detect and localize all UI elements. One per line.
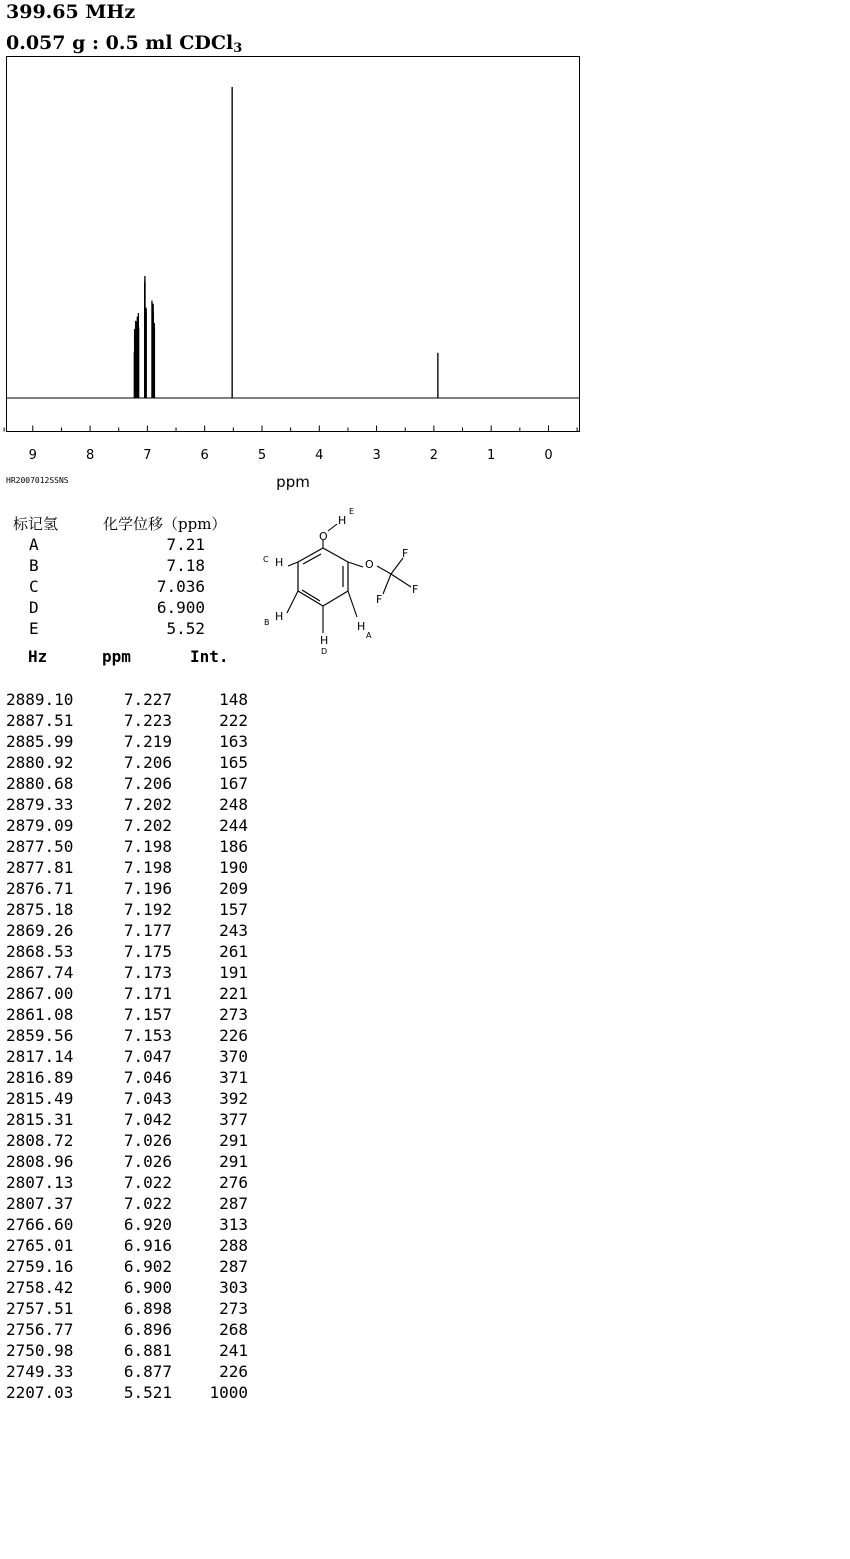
peak-int: 191	[219, 963, 248, 982]
peak-int: 276	[219, 1173, 248, 1192]
peak-row	[6, 1361, 250, 1382]
peak-row	[6, 731, 250, 752]
x-axis-label: ppm	[276, 473, 310, 491]
ring-bonds	[298, 548, 348, 606]
x-tick-label: 0	[544, 448, 553, 463]
peak-int: 370	[219, 1047, 248, 1066]
peak-ppm: 7.047	[123, 1047, 172, 1066]
assignment-shift: 7.18	[166, 556, 205, 575]
spectrum-trace	[7, 87, 580, 398]
spectrum-id: HR2007012SSNS	[6, 476, 69, 485]
assignment-row	[13, 576, 226, 597]
peak-row	[6, 815, 250, 836]
assignment-table	[13, 512, 226, 639]
peak-hz: 2876.71	[6, 879, 74, 898]
assignment-shift: 7.21	[166, 535, 205, 554]
peak-ppm: 7.043	[123, 1089, 172, 1108]
atom-oxygen: O	[365, 558, 374, 571]
peak-table-header	[6, 646, 250, 667]
peak-ppm: 7.202	[123, 816, 172, 835]
peak-int: 261	[219, 942, 248, 961]
proton-label: D	[321, 647, 328, 656]
peak-ppm: 6.916	[123, 1236, 172, 1255]
x-tick-label: 9	[28, 448, 37, 463]
x-tick-label: 2	[429, 448, 439, 463]
peak-hz: 2815.31	[6, 1110, 74, 1129]
peak-row	[6, 710, 250, 731]
atom-hydrogen: H	[320, 634, 329, 647]
peak-row	[6, 962, 250, 983]
peak-hz: 2756.77	[6, 1320, 74, 1339]
peak-int: 243	[219, 921, 248, 940]
peak-int: 221	[219, 984, 248, 1003]
sample-subscript: 3	[233, 41, 243, 56]
assignment-header	[13, 512, 226, 534]
peak-ppm: 7.026	[123, 1131, 172, 1150]
peak-row	[6, 920, 250, 941]
peak-hz: 2749.33	[6, 1362, 74, 1381]
peak-hz: 2808.72	[6, 1131, 74, 1150]
peak-row	[6, 1319, 250, 1340]
peak-ppm: 7.022	[123, 1194, 172, 1213]
peak-ppm: 7.046	[123, 1068, 172, 1087]
peak-ppm: 7.223	[123, 711, 172, 730]
peak-int: 157	[219, 900, 248, 919]
peak-int: 190	[219, 858, 248, 877]
assignment-row	[13, 555, 226, 576]
peak-row	[6, 1004, 250, 1025]
plot-frame	[7, 57, 580, 432]
peak-row	[6, 1151, 250, 1172]
peak-row	[6, 1088, 250, 1109]
peak-hz: 2867.00	[6, 984, 74, 1003]
spectrometer-frequency: 399.65 MHz	[6, 1, 136, 23]
peak-hz: 2889.10	[6, 690, 74, 709]
peak-int: 303	[219, 1278, 248, 1297]
atom-hydrogen: H	[338, 514, 347, 527]
peak-ppm: 7.157	[123, 1005, 172, 1024]
peak-int: 163	[219, 732, 248, 751]
peak-hz: 2885.99	[6, 732, 74, 751]
peak-ppm: 6.877	[123, 1362, 172, 1381]
peak-int: 268	[219, 1320, 248, 1339]
peak-int: 248	[219, 795, 248, 814]
peak-int: 244	[219, 816, 248, 835]
proton-label: B	[264, 618, 270, 627]
assignment-shift: 7.036	[156, 577, 205, 596]
peak-ppm: 7.192	[123, 900, 172, 919]
peak-int: 313	[219, 1215, 248, 1234]
peak-int: 377	[219, 1110, 248, 1129]
peak-ppm: 6.920	[123, 1215, 172, 1234]
x-tick-label: 1	[487, 448, 496, 463]
peak-int: 287	[219, 1257, 248, 1276]
x-axis	[4, 426, 577, 464]
peak-hz: 2875.18	[6, 900, 74, 919]
peak-row	[6, 1172, 250, 1193]
peak-hz: 2879.33	[6, 795, 74, 814]
peak-hz: 2816.89	[6, 1068, 74, 1087]
peak-ppm: 7.198	[123, 858, 172, 877]
peak-row	[6, 983, 250, 1004]
peak-row	[6, 1235, 250, 1256]
assignment-label: E	[29, 619, 39, 638]
nmr-spectrum-chart	[0, 50, 590, 495]
peak-int: 291	[219, 1152, 248, 1171]
peak-ppm: 7.196	[123, 879, 172, 898]
assignment-row	[13, 618, 226, 639]
x-tick-label: 7	[143, 448, 152, 463]
x-tick-label: 3	[372, 448, 381, 463]
peak-ppm: 7.026	[123, 1152, 172, 1171]
peak-int: 148	[219, 690, 248, 709]
peak-ppm: 7.022	[123, 1173, 172, 1192]
peak-row	[6, 1214, 250, 1235]
peak-int: 1000	[209, 1383, 248, 1402]
peak-ppm: 7.177	[123, 921, 172, 940]
assignment-col-shift: 化学位移（ppm）	[103, 514, 227, 533]
x-tick-label: 4	[315, 448, 324, 463]
substituent-bonds	[287, 524, 411, 633]
peak-ppm: 6.898	[123, 1299, 172, 1318]
peak-ppm: 7.173	[123, 963, 172, 982]
peak-hz: 2759.16	[6, 1257, 74, 1276]
peak-hz: 2750.98	[6, 1341, 74, 1360]
peak-ppm: 6.902	[123, 1257, 172, 1276]
proton-label: E	[349, 507, 355, 516]
peak-row	[6, 773, 250, 794]
peak-ppm: 7.198	[123, 837, 172, 856]
assignment-col-label: 标记氢	[13, 514, 59, 533]
peak-ppm: 7.227	[123, 690, 172, 709]
peak-hz: 2766.60	[6, 1215, 74, 1234]
peak-int: 291	[219, 1131, 248, 1150]
peak-hz: 2815.49	[6, 1089, 74, 1108]
peak-row	[6, 794, 250, 815]
peak-row	[6, 752, 250, 773]
peak-row	[6, 1046, 250, 1067]
assignment-label: B	[29, 556, 39, 575]
peak-row	[6, 1193, 250, 1214]
peak-ppm: 6.881	[123, 1341, 172, 1360]
peak-hz: 2879.09	[6, 816, 74, 835]
peak-ppm: 7.219	[123, 732, 172, 751]
peak-hz: 2765.01	[6, 1236, 74, 1255]
peak-int: 209	[219, 879, 248, 898]
peak-int: 167	[219, 774, 248, 793]
peak-hz: 2817.14	[6, 1047, 74, 1066]
peak-ppm: 7.171	[123, 984, 172, 1003]
peak-row	[6, 899, 250, 920]
peak-hz: 2807.13	[6, 1173, 74, 1192]
peak-hz: 2869.26	[6, 921, 74, 940]
peak-ppm: 6.900	[123, 1278, 172, 1297]
peak-hz: 2859.56	[6, 1026, 74, 1045]
peak-hz: 2877.81	[6, 858, 74, 877]
peak-hz: 2877.50	[6, 837, 74, 856]
peak-ppm: 7.153	[123, 1026, 172, 1045]
peak-int: 392	[219, 1089, 248, 1108]
header-ppm: ppm	[102, 647, 131, 666]
peak-marks	[134, 87, 438, 398]
header-hz: Hz	[28, 647, 48, 666]
atom-oxygen: O	[319, 530, 328, 543]
peak-hz: 2807.37	[6, 1194, 74, 1213]
peak-hz: 2887.51	[6, 711, 74, 730]
molecule-structure	[255, 500, 435, 660]
peak-hz: 2207.03	[6, 1383, 74, 1402]
atom-hydrogen: H	[275, 556, 284, 569]
peak-row	[6, 1067, 250, 1088]
peak-ppm: 7.206	[123, 753, 172, 772]
peak-row	[6, 1025, 250, 1046]
peak-row	[6, 689, 250, 710]
sample-text: 0.057 g : 0.5 ml CDCl	[6, 32, 234, 54]
peak-int: 165	[219, 753, 248, 772]
peak-row	[6, 1256, 250, 1277]
peak-int: 226	[219, 1362, 248, 1381]
peak-ppm: 5.521	[123, 1383, 172, 1402]
x-tick-label: 6	[200, 448, 209, 463]
assignment-row	[13, 597, 226, 618]
peak-row	[6, 1109, 250, 1130]
atom-hydrogen: H	[275, 610, 284, 623]
peak-hz: 2867.74	[6, 963, 74, 982]
peak-hz: 2861.08	[6, 1005, 74, 1024]
assignment-label: C	[29, 577, 39, 596]
peak-ppm: 7.206	[123, 774, 172, 793]
proton-label: A	[366, 631, 372, 640]
peak-row	[6, 1277, 250, 1298]
peak-hz: 2868.53	[6, 942, 74, 961]
peak-hz: 2758.42	[6, 1278, 74, 1297]
peak-int: 273	[219, 1299, 248, 1318]
peak-hz: 2880.68	[6, 774, 74, 793]
peak-int: 226	[219, 1026, 248, 1045]
peak-row	[6, 1340, 250, 1361]
peak-ppm: 7.175	[123, 942, 172, 961]
peak-hz: 2880.92	[6, 753, 74, 772]
peak-hz: 2808.96	[6, 1152, 74, 1171]
x-tick-label: 5	[257, 448, 267, 463]
atom-fluorine: F	[402, 547, 409, 560]
peak-int: 371	[219, 1068, 248, 1087]
peak-row	[6, 836, 250, 857]
peak-row	[6, 857, 250, 878]
assignment-label: D	[29, 598, 39, 617]
peak-row	[6, 941, 250, 962]
x-tick-label: 8	[85, 448, 95, 463]
peak-row	[6, 1382, 250, 1403]
proton-label: C	[263, 555, 269, 564]
header-int: Int.	[190, 647, 229, 666]
peak-ppm: 7.042	[123, 1110, 172, 1129]
peak-int: 273	[219, 1005, 248, 1024]
atom-fluorine: F	[412, 583, 419, 596]
peak-ppm: 7.202	[123, 795, 172, 814]
peak-table	[6, 646, 250, 1403]
peak-table-body	[6, 689, 250, 1403]
peak-row	[6, 1130, 250, 1151]
assignment-shift: 5.52	[166, 619, 205, 638]
assignment-label: A	[29, 535, 39, 554]
peak-row	[6, 878, 250, 899]
assignment-row	[13, 534, 226, 555]
peak-int: 241	[219, 1341, 248, 1360]
peak-int: 222	[219, 711, 248, 730]
peak-int: 288	[219, 1236, 248, 1255]
assignment-shift: 6.900	[156, 598, 205, 617]
peak-ppm: 6.896	[123, 1320, 172, 1339]
peak-hz: 2757.51	[6, 1299, 74, 1318]
peak-row	[6, 1298, 250, 1319]
atom-fluorine: F	[376, 593, 383, 606]
peak-int: 287	[219, 1194, 248, 1213]
atom-hydrogen: H	[357, 620, 366, 633]
peak-int: 186	[219, 837, 248, 856]
